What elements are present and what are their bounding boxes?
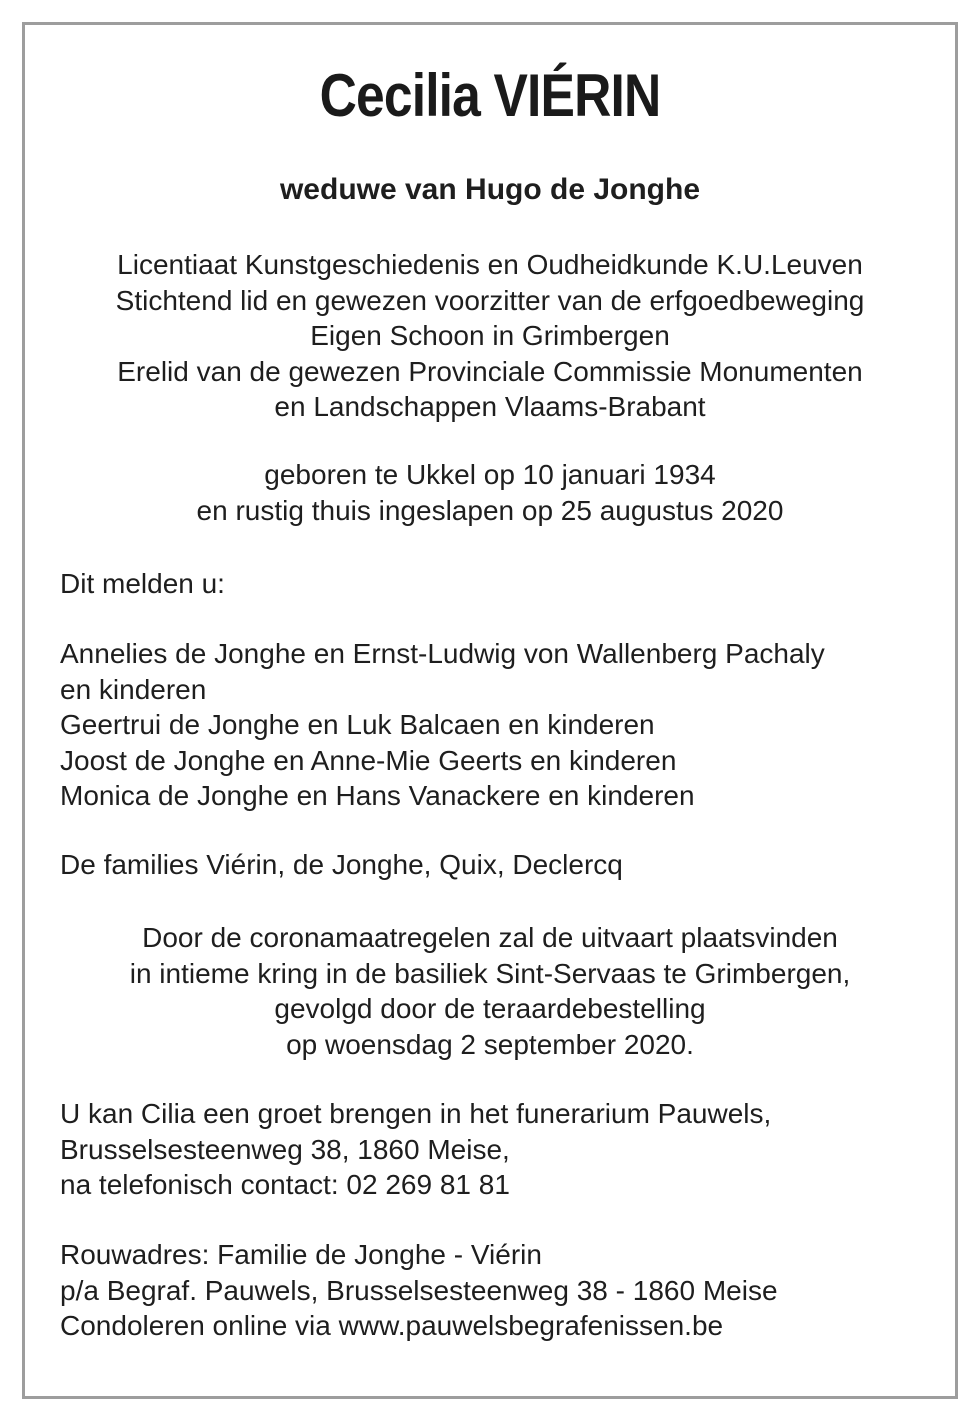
family-line: Geertrui de Jonghe en Luk Balcaen en kinderen	[60, 709, 655, 740]
funeral-line: in intieme kring in de basiliek Sint-Servaas te Grimbergen,	[129, 957, 851, 989]
funeral-line: op woensdag 2 september 2020.	[286, 1028, 694, 1060]
title-line: Eigen Schoon in Grimbergen	[310, 320, 670, 351]
death-line: en rustig thuis ingeslapen op 25 augustus 2020	[196, 494, 784, 526]
funeral-line: gevolgd door de teraardebestelling	[274, 993, 706, 1024]
address-line: p/a Begraf. Pauwels, Brusselsesteenweg 38 - 1860 Meise	[60, 1274, 778, 1306]
address-block	[60, 1237, 920, 1344]
condolence-line: Condoleren online via www.pauwelsbegrafenissen.be	[60, 1310, 724, 1341]
title-line: Stichtend lid en gewezen voorzitter van de erfgoedbeweging	[115, 284, 865, 316]
title-line: Licentiaat Kunstgeschiedenis en Oudheidkunde K.U.Leuven	[117, 249, 863, 280]
family-block	[60, 636, 920, 814]
funeral-line: Door de coronamaatregelen zal de uitvaart plaatsvinden	[142, 922, 838, 953]
family-line: en kinderen	[60, 673, 207, 705]
title-line: Erelid van de gewezen Provinciale Commissie Monumenten	[117, 355, 863, 387]
announce-line	[60, 566, 920, 602]
visit-block	[60, 1096, 920, 1203]
visit-line: na telefonisch contact: 02 269 81 81	[60, 1169, 510, 1200]
deceased-name: Cecilia VIÉRIN	[319, 62, 661, 129]
visit-line: Brusselsesteenweg 38, 1860 Meise,	[60, 1133, 510, 1165]
announce-text: Dit melden u:	[60, 568, 225, 599]
family-line: Monica de Jonghe en Hans Vanackere en kinderen	[60, 780, 695, 811]
widow-subtitle: weduwe van Hugo de Jonghe	[279, 173, 701, 206]
funeral-block	[60, 920, 920, 1062]
titles-block	[60, 247, 920, 425]
birth-line: geboren te Ukkel op 10 januari 1934	[264, 459, 716, 490]
address-line: Rouwadres: Familie de Jonghe - Viérin	[60, 1239, 542, 1270]
families-line	[60, 847, 920, 883]
title-line: en Landschappen Vlaams-Brabant	[274, 391, 706, 422]
visit-line: U kan Cilia een groet brengen in het funerarium Pauwels,	[60, 1098, 772, 1129]
family-line: Joost de Jonghe en Anne-Mie Geerts en kinderen	[60, 744, 677, 776]
families-text: De families Viérin, de Jonghe, Quix, Declercq	[60, 849, 623, 880]
family-line: Annelies de Jonghe en Ernst-Ludwig von Wallenberg Pachaly	[60, 638, 825, 669]
dates-block	[60, 457, 920, 528]
